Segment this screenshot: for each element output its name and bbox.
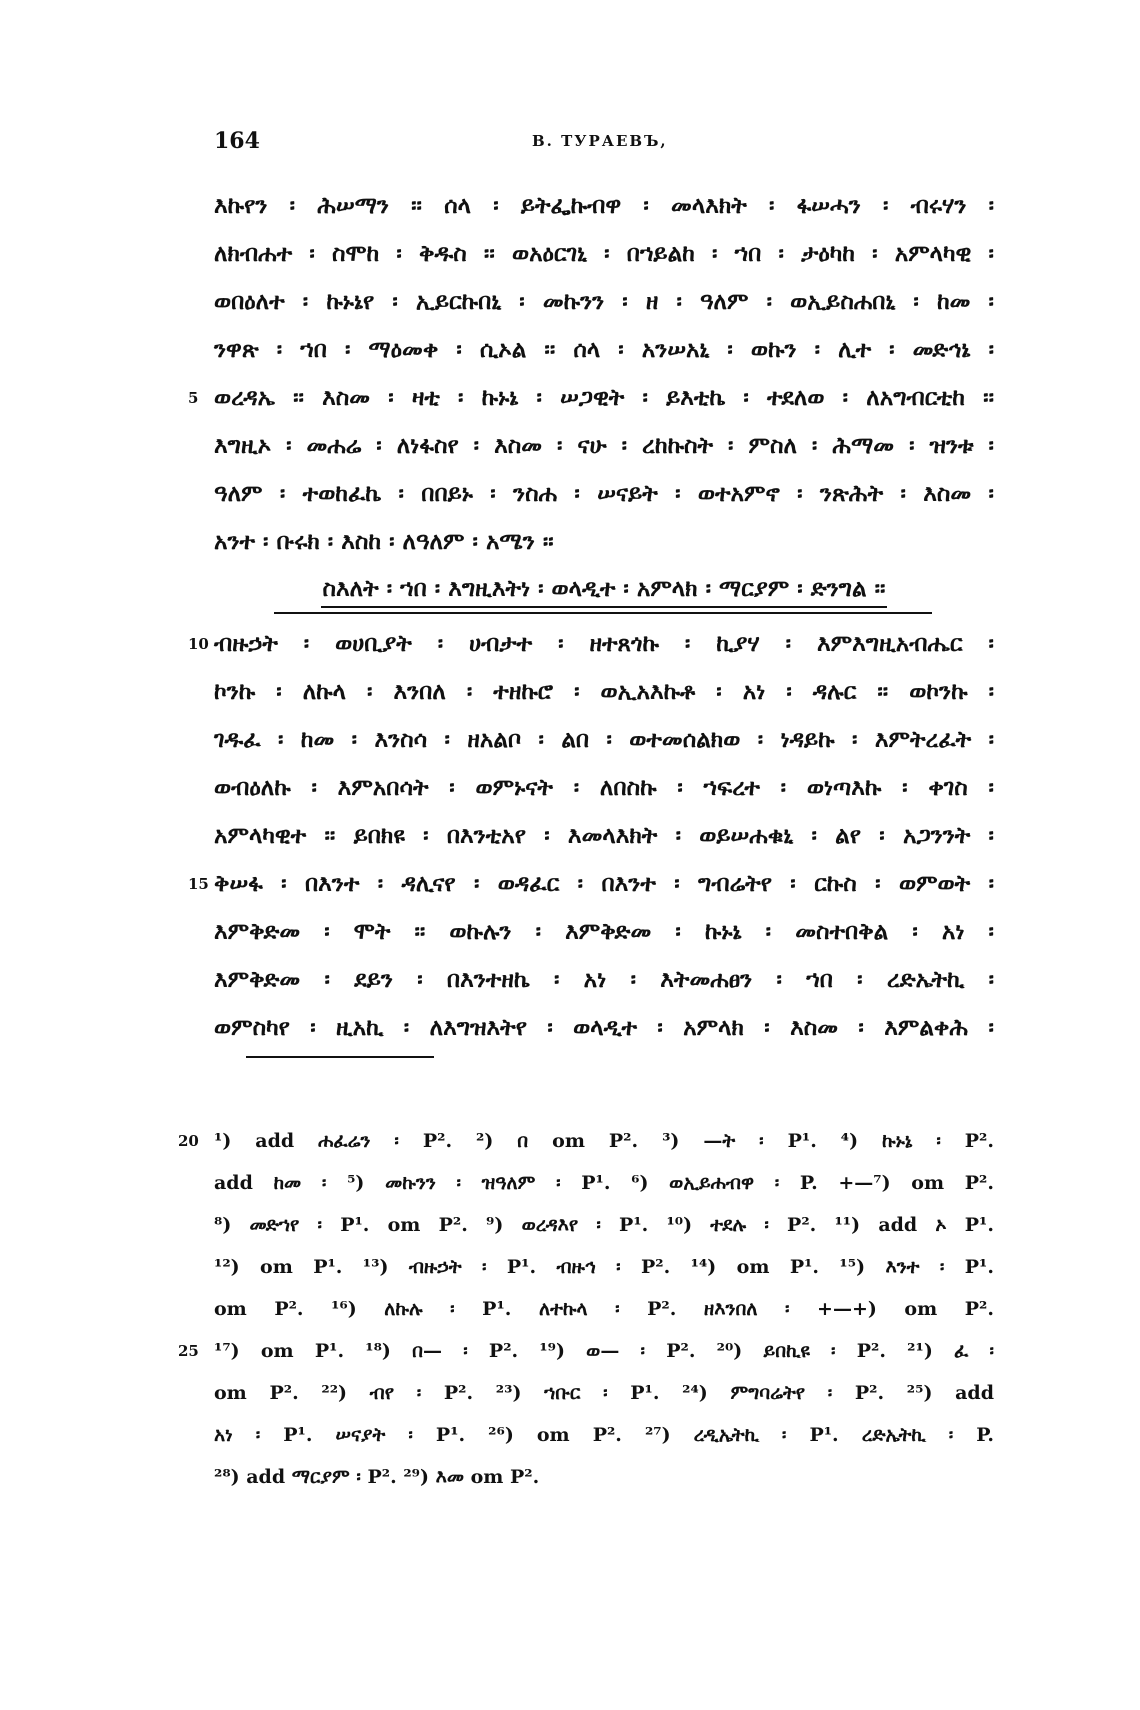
text-line: እኩየን ፡ ሕሠማን ፡፡ ሰላ ፡ ይትፌኩብዋ ፡ መላእክት ፡ ፋሠሓን ፡ ብሩሃን ፡ [214,192,994,219]
line-number: 25 [178,1342,199,1360]
footnote-line-content: ¹) add ሐፈሬን ፡ P². ²) በ om P². ³) —ት ፡ P¹. ⁴) ኩኑኔ ፡ P². [214,1130,994,1152]
footnote-line: ⁸) መድኀየ ፡ P¹. om P². ⁹) ወረዳእየ ፡ P¹. ¹⁰) ተደሉ ፡ P². ¹¹) add ኦ P¹. [214,1214,994,1236]
text-line [188,620,994,668]
text-line: ኮንኩ ፡ ለኩላ ፡ እንበለ ፡ ተዘኩሮ ፡ ወኢአእኩቶ ፡ አነ ፡ ዳሉር ፡፡ ወኮንኩ ፡ [214,678,994,705]
line-number: 20 [178,1132,199,1150]
text-line-content: ብዙኃት ፡ ወሀቢያት ፡ ሀብታተ ፡ ዘተጸጎኩ ፡ ኪያሃ ፡ እምእግዚአብሔር ፡ [214,630,994,657]
page-header [214,128,994,168]
text-line: ወብዕለኩ ፡ እምአበሳት ፡ ወምኑናት ፡ ለበስኩ ፡ ኀፍረተ ፡ ወነጣእኩ ፡ ቀገስ ፡ [214,774,994,801]
footnote-line [178,1330,994,1372]
footnote-line: ²⁸) add ማርያም ፡ P². ²⁹) እመ om P². [214,1466,540,1488]
text-line: ንዋጽ ፡ ኀበ ፡ ማዕመቀ ፡ ሲኦል ፡፡ ሰላ ፡ አንሠአኒ ፡ ወኩን ፡ ሊተ ፡ መድኅኔ ፡ [214,336,994,363]
footnote-line: add ከመ ፡ ⁵) መኩንን ፡ ዝዓለም ፡ P¹. ⁶) ወኢይሐብዋ ፡ P. +—⁷) om P². [214,1172,994,1194]
section-title-line [214,566,994,612]
text-line: ዓለም ፡ ተወከፈኬ ፡ በበይኑ ፡ ንስሐ ፡ ሠናይት ፡ ወተአምኖ ፡ ንጽሕት ፡ እስመ ፡ [214,480,994,507]
footnote-line: አነ ፡ P¹. ሠናያት ፡ P¹. ²⁶) om P². ²⁷) ረዲኤትኪ ፡ P¹. ረድኤትኪ ፡ P. [214,1424,994,1446]
footnote-line-content: ¹⁷) om P¹. ¹⁸) በ— ፡ P². ¹⁹) ወ— ፡ P². ²⁰) ይበኪዩ ፡ P². ²¹) ፈ ፡ [214,1340,994,1362]
text-line: ወምስካየ ፡ ዚአኪ ፡ ለእግዝእትየ ፡ ወላዲተ ፡ አምላክ ፡ እስመ ፡ እምልቀሕ ፡ [214,1014,994,1041]
text-line: አንተ ፡ ቡሩክ ፡ እስከ ፡ ለዓለም ፡ አሜን ። [214,528,554,555]
footnotes [178,1120,994,1498]
footnote-line: ¹²) om P¹. ¹³) ብዙኃት ፡ P¹. ብዙኅ ፡ P². ¹⁴) om P¹. ¹⁵) እንተ ፡ P¹. [214,1256,994,1278]
line-number: 10 [188,635,209,653]
footnote-line: om P². ²²) ብየ ፡ P². ²³) ኀቡር ፡ P¹. ²⁴) ምግባሬትየ ፡ P². ²⁵) add [214,1382,994,1404]
footnote-line [178,1120,994,1162]
section-rule [274,612,932,614]
text-line: እምቅድመ ፡ ደይን ፡ በእንተዘኬ ፡ አነ ፡ እትመሐፀን ፡ ኀበ ፡ ረድኤትኪ ፡ [214,966,995,993]
text-line: ወበዕለተ ፡ ኩኑኔየ ፡ ኢይርኩበኒ ፡ መኩንን ፡ ዘ ፡ ዓለም ፡ ወኢይስሐበኒ ፡ ከመ ፡ [214,288,994,315]
text-line: ገዱፈ ፡ ከመ ፡ እንስሳ ፡ ዘአልቦ ፡ ልበ ፡ ወተመሰልክወ ፡ ነዳይኩ ፡ እምትረፈት ፡ [214,726,994,753]
text-line [188,374,994,422]
main-text [188,182,995,1052]
line-number: 15 [188,875,209,893]
page-number: 164 [214,128,260,154]
footnote-line: om P². ¹⁶) ለኩሉ ፡ P¹. ለተኩላ ፡ P². ዘእንበለ ፡ +—+) om P². [214,1298,994,1320]
line-number: 5 [188,389,199,407]
text-line: እግዚኦ ፡ መሐሬ ፡ ለነፋስየ ፡ እስመ ፡ ናሁ ፡ ረከኩስት ፡ ምስለ ፡ ሕማመ ፡ ዝንቱ ፡ [214,432,994,459]
text-line-content: ወረዳኤ ፡፡ እስመ ፡ ዛቲ ፡ ኩኑኔ ፡ ሠጋዊት ፡ ይእቲኬ ፡ ተደለወ ፡ ለአግብርቲከ ፡፡ [214,384,994,411]
text-line: አምላካዊተ ፡፡ ይበክዩ ፡ በእንቲአየ ፡ እመላእክት ፡ ወይሠሐቁኒ ፡ ልየ ፡ አጋንንት ፡ [214,822,994,849]
footnote-separator [246,1056,434,1058]
section-title: ስእለት ፡ ኀበ ፡ እግዚእትነ ፡ ወላዲተ ፡ አምላክ ፡ ማርያም ፡ ድንግል ፡፡ [321,572,888,608]
text-line: እምቅድመ ፡ ሞት ፡፡ ወኩሉን ፡ እምቅድመ ፡ ኩኑኔ ፡ መስተበቅል ፡ አነ ፡ [214,918,994,945]
running-head: В. ТУРАЕВЪ, [532,132,668,150]
text-line [188,860,994,908]
text-line: ለክብሐተ ፡ ስሞከ ፡ ቅዱስ ፡፡ ወአዕርገኒ ፡ በኀይልከ ፡ ኀበ ፡ ታዕካከ ፡ አምላካዊ ፡ [214,240,994,267]
text-line-content: ቅሠፋ ፡ በእንተ ፡ ዳሊናየ ፡ ወዳፈር ፡ በእንተ ፡ ግብሬትየ ፡ ርኩስ ፡ ወምወት ፡ [214,870,994,897]
